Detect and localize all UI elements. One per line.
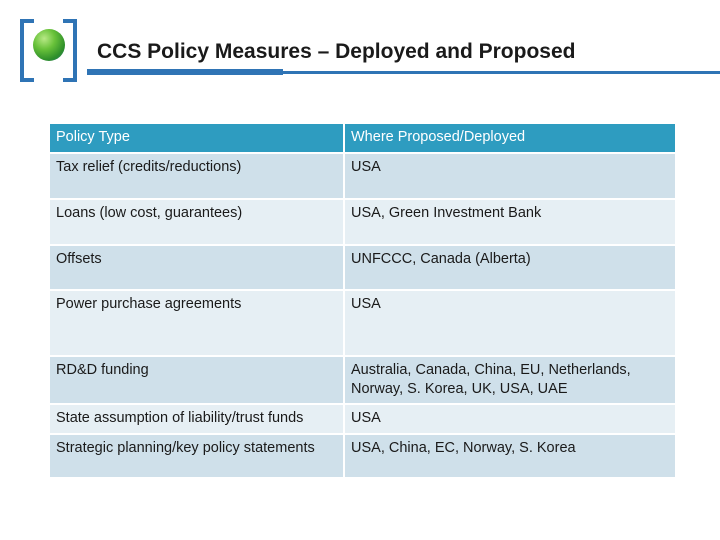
location-cell: USA (344, 153, 676, 199)
policy-type-cell: State assumption of liability/trust funds (49, 404, 344, 434)
policy-type-cell: Power purchase agreements (49, 290, 344, 356)
logo-bracket-right (63, 19, 77, 82)
location-cell: USA (344, 404, 676, 434)
table-row (49, 199, 676, 245)
location-cell: USA, Green Investment Bank (344, 199, 676, 245)
table-row (49, 153, 676, 199)
policy-type-cell: Offsets (49, 245, 344, 290)
location-cell: Australia, Canada, China, EU, Netherlands, Norway, S. Korea, UK, USA, UAE (344, 356, 676, 404)
policy-type-cell: Strategic planning/key policy statements (49, 434, 344, 478)
title-underline-thick (87, 69, 283, 75)
table-row (49, 290, 676, 356)
table-row (49, 434, 676, 478)
logo (20, 19, 77, 76)
table-row (49, 245, 676, 290)
policy-type-cell: RD&D funding (49, 356, 344, 404)
policy-type-cell: Loans (low cost, guarantees) (49, 199, 344, 245)
table-header-row (49, 123, 676, 153)
logo-bracket-left (20, 19, 34, 82)
policy-type-cell: Tax relief (credits/reductions) (49, 153, 344, 199)
title-underline-thin (283, 71, 720, 74)
location-cell: UNFCCC, Canada (Alberta) (344, 245, 676, 290)
globe-icon (33, 29, 65, 61)
table-row (49, 356, 676, 404)
slide-title: CCS Policy Measures – Deployed and Proposed (97, 40, 576, 63)
location-cell: USA, China, EC, Norway, S. Korea (344, 434, 676, 478)
policy-table (48, 122, 677, 479)
table-row (49, 404, 676, 434)
header-where-deployed: Where Proposed/Deployed (344, 123, 676, 153)
location-cell: USA (344, 290, 676, 356)
header-policy-type: Policy Type (49, 123, 344, 153)
